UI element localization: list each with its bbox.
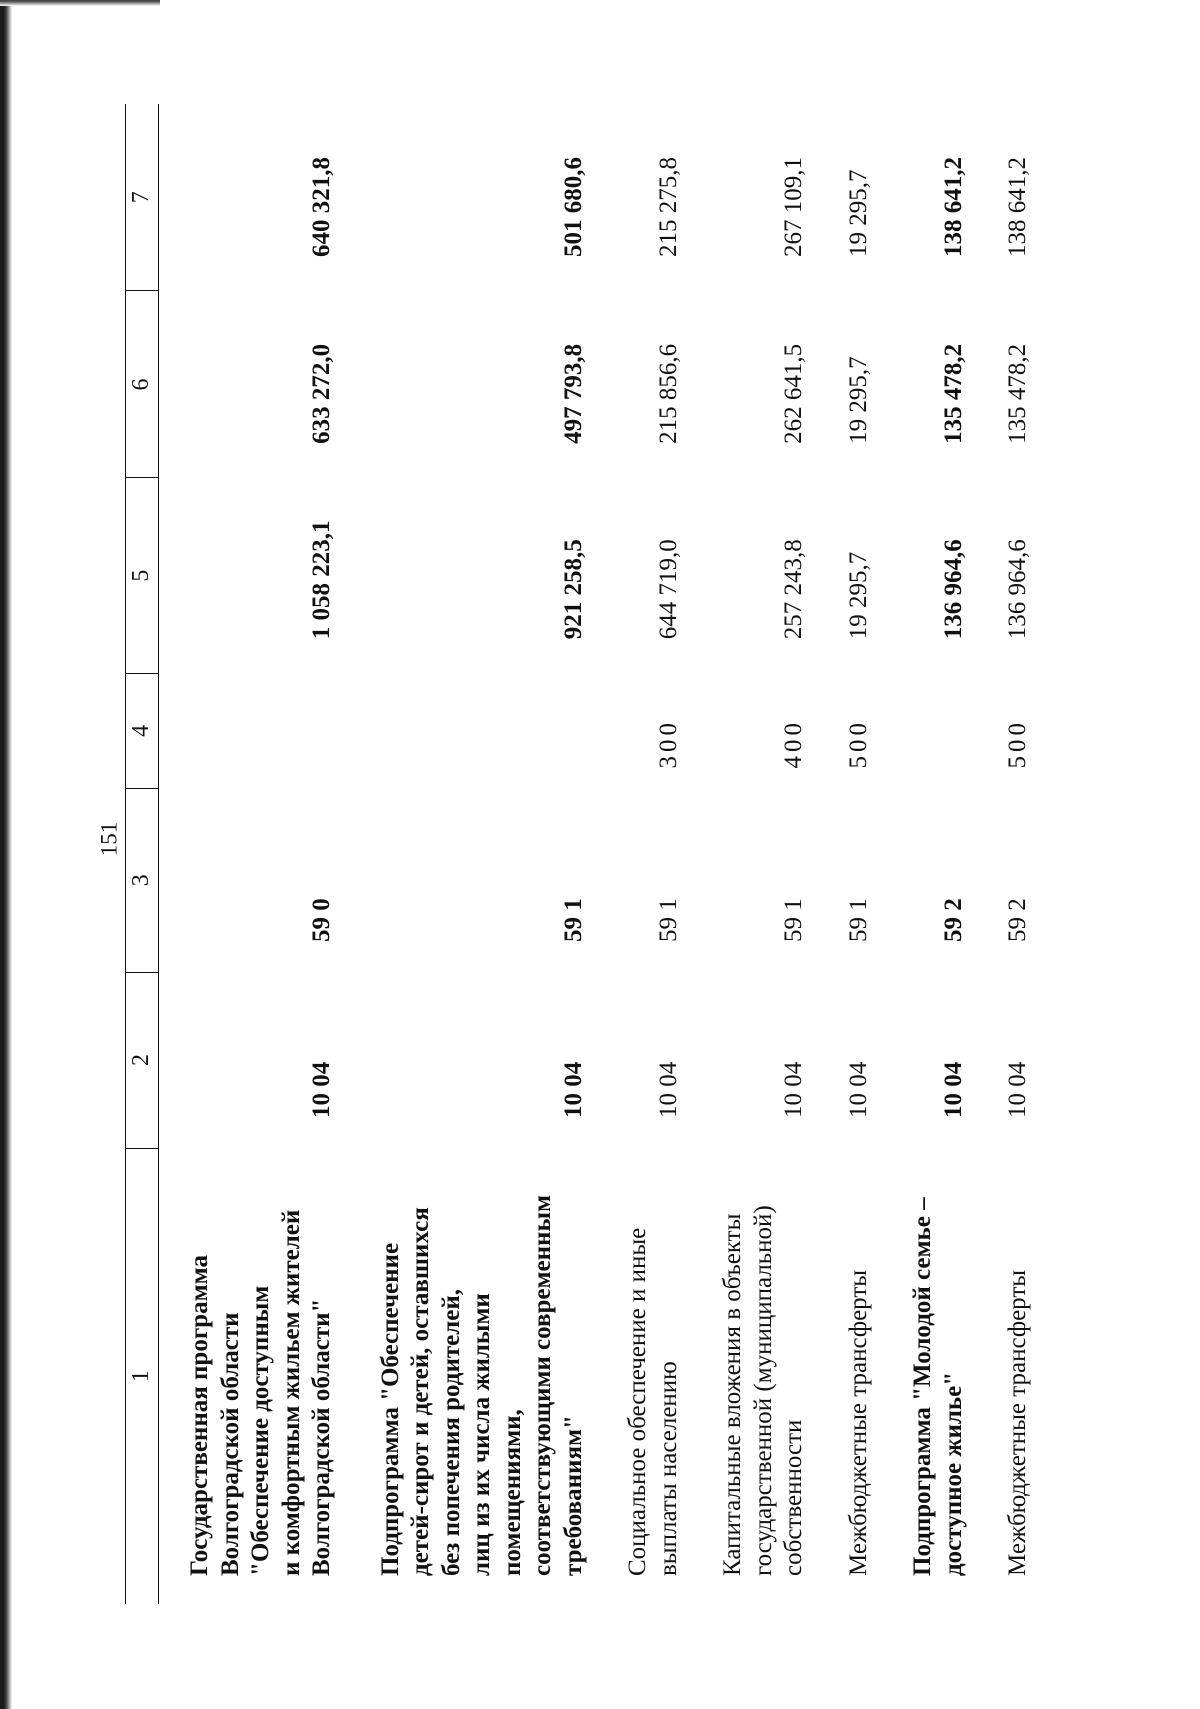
table-row [159, 104, 338, 1604]
row-name-line: Межбюджетные трансферты [1004, 1269, 1031, 1576]
expense-type-cell: 300 [654, 718, 682, 769]
scan-top-edge [0, 0, 160, 6]
row-name-line: Волгоградской области" [308, 1298, 335, 1576]
row-name-line: доступное жилье" [939, 1371, 967, 1576]
row-name-line: "Обеспечение доступным [247, 1285, 274, 1576]
amount-col7-cell: 267 109,1 [780, 156, 807, 257]
target-code-cell: 59 1 [780, 898, 807, 943]
target-code-cell: 59 1 [654, 898, 682, 943]
table-row [684, 104, 810, 1604]
amount-col6-cell: 135 478,2 [1004, 343, 1031, 444]
header-col-5: 5 [126, 478, 159, 673]
rotated-page-content [125, 104, 1075, 1604]
header-col-3: 3 [126, 788, 159, 972]
header-row [126, 104, 159, 1604]
table-row [338, 104, 590, 1604]
row-name-line: помещениями, [498, 1409, 526, 1576]
row-name-line: требованиям" [559, 1415, 587, 1576]
budget-table [125, 104, 1034, 1604]
amount-col7-cell: 501 680,6 [559, 156, 587, 257]
amount-col5-cell: 921 258,5 [559, 539, 587, 640]
amount-col6-cell: 19 295,7 [844, 356, 872, 444]
amount-col7-cell: 19 295,7 [844, 169, 872, 257]
amount-col5-cell: 19 295,7 [844, 551, 872, 640]
section-code-cell: 10 04 [559, 1061, 587, 1119]
amount-col6-cell: 262 641,5 [780, 343, 807, 444]
amount-col5-cell: 136 964,6 [1004, 539, 1031, 640]
row-name-line: Волгоградской области [216, 1312, 244, 1576]
amount-col5-cell: 136 964,6 [939, 539, 967, 640]
amount-col7-cell: 640 321,8 [308, 156, 335, 257]
table-header [126, 104, 159, 1604]
expense-type-cell: 400 [780, 718, 807, 769]
row-name-cell [969, 1148, 1034, 1604]
row-name-line: соответствующими современным [529, 1194, 556, 1576]
amount-col6-cell: 633 272,0 [308, 343, 335, 444]
amount-col5-cell: 1 058 223,1 [308, 520, 335, 640]
target-code-cell: 59 1 [559, 898, 587, 943]
row-name-cell [810, 1148, 875, 1604]
row-name-line: государственной (муниципальной) [749, 1205, 777, 1576]
expense-type-cell [338, 673, 590, 788]
row-name-line: Капитальные вложения в объекты [719, 1213, 746, 1576]
section-code-cell: 10 04 [939, 1061, 967, 1119]
row-name-line: Государственная программа [186, 1255, 213, 1576]
expense-type-cell [874, 673, 969, 788]
target-code-cell: 59 1 [844, 898, 872, 943]
header-col-6: 6 [126, 291, 159, 478]
row-name-line: Подпрограмма "Молодой семье – [909, 1197, 936, 1576]
section-code-cell: 10 04 [654, 1061, 682, 1119]
target-code-cell: 59 2 [1004, 898, 1031, 943]
section-code-cell: 10 04 [308, 1061, 335, 1119]
row-name-cell [589, 1148, 684, 1604]
expense-type-cell: 500 [1004, 718, 1031, 769]
row-name-cell [874, 1148, 969, 1604]
amount-col7-cell: 138 641,2 [939, 156, 967, 257]
row-name-line: Межбюджетные трансферты [844, 1269, 872, 1576]
expense-type-cell [159, 673, 338, 788]
section-code-cell: 10 04 [844, 1061, 872, 1119]
header-col-1: 1 [126, 1148, 159, 1604]
amount-col6-cell: 215 856,6 [654, 343, 682, 444]
row-name-cell [159, 1148, 338, 1604]
row-name-cell [684, 1148, 810, 1604]
row-name-line: и комфортным жильем жителей [277, 1209, 305, 1576]
row-name-line: Подпрограмма "Обеспечение [376, 1242, 404, 1576]
amount-col7-cell: 138 641,2 [1004, 156, 1031, 257]
header-col-4: 4 [126, 673, 159, 788]
row-name-line: собственности [780, 1419, 807, 1576]
table-row [874, 104, 969, 1604]
amount-col5-cell: 257 243,8 [780, 539, 807, 640]
table-row [969, 104, 1034, 1604]
amount-col6-cell: 497 793,8 [559, 343, 587, 444]
section-code-cell: 10 04 [780, 1061, 807, 1119]
header-col-7: 7 [126, 104, 159, 291]
page-number: 151 [96, 821, 122, 857]
target-code-cell: 59 0 [308, 898, 335, 943]
table-row [589, 104, 684, 1604]
table-body [159, 104, 1034, 1604]
row-name-line: выплаты населению [654, 1361, 682, 1576]
amount-col5-cell: 644 719,0 [654, 539, 682, 640]
target-code-cell: 59 2 [939, 898, 967, 943]
row-name-line: Социальное обеспечение и иные [624, 1227, 651, 1576]
amount-col6-cell: 135 478,2 [939, 343, 967, 444]
row-name-cell [338, 1148, 590, 1604]
row-name-line: лиц из их числа жилыми [468, 1293, 495, 1576]
section-code-cell: 10 04 [1004, 1061, 1031, 1119]
scan-edge-shadow [0, 0, 12, 1709]
table-row [810, 104, 875, 1604]
header-col-2: 2 [126, 972, 159, 1148]
row-name-line: детей-сирот и детей, оставшихся [407, 1207, 434, 1576]
row-name-line: без попечения родителей, [437, 1288, 465, 1576]
expense-type-cell: 500 [844, 718, 872, 769]
amount-col7-cell: 215 275,8 [654, 156, 682, 257]
